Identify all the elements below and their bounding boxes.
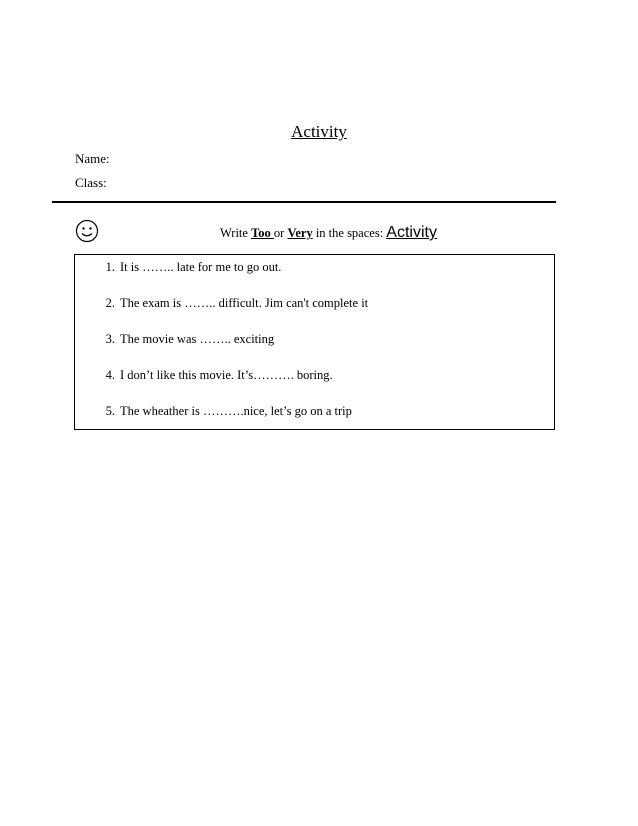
smiley-face-icon xyxy=(75,219,99,243)
keyword-very: Very xyxy=(287,226,313,240)
exercise-box xyxy=(74,254,555,430)
exercise-text: The wheather is ……….nice, let’s go on a trip xyxy=(120,404,352,418)
instruction-middle: or xyxy=(273,226,288,240)
exercise-number: 5. xyxy=(105,404,115,418)
divider-line xyxy=(52,201,556,203)
page-title: Activity xyxy=(291,122,347,141)
exercise-number: 2. xyxy=(105,296,115,310)
name-label: Name: xyxy=(75,151,110,166)
exercise-number: 1. xyxy=(105,260,115,274)
instruction-suffix: in the spaces: xyxy=(312,226,387,240)
class-label: Class: xyxy=(75,175,107,190)
exercise-text: The movie was …….. exciting xyxy=(120,332,275,346)
instruction-activity-label: Activity xyxy=(386,224,437,241)
exercise-number: 3. xyxy=(105,332,115,346)
exercise-number: 4. xyxy=(105,368,115,382)
exercise-text: It is …….. late for me to go out. xyxy=(120,260,282,274)
exercise-text: I don’t like this movie. It’s………. boring. xyxy=(120,368,333,382)
instruction-text xyxy=(220,224,437,242)
exercise-text: The exam is …….. difficult. Jim can't complete it xyxy=(120,296,369,310)
instruction-prefix: Write xyxy=(220,226,252,240)
keyword-too: Too xyxy=(251,226,274,240)
